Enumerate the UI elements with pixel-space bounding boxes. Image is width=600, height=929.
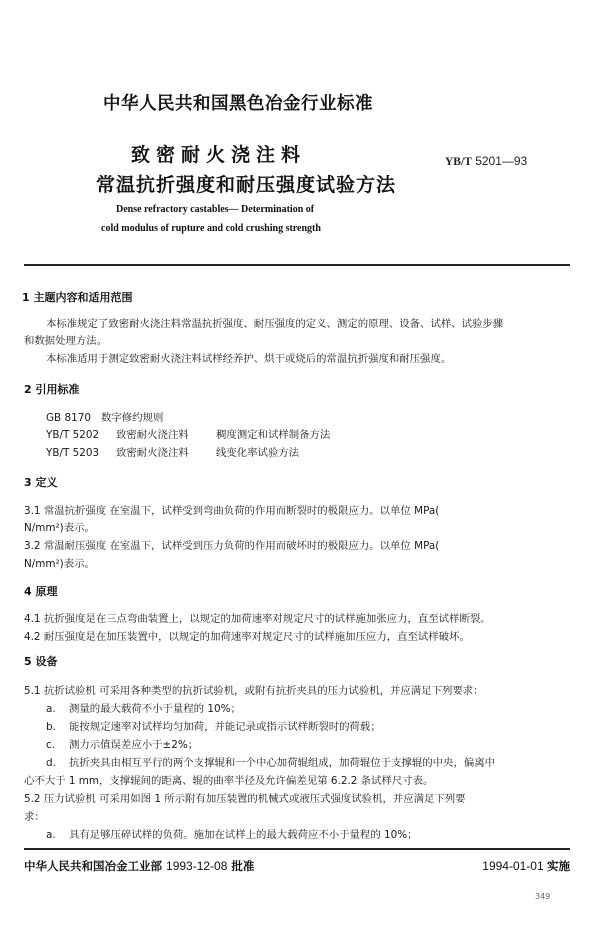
english-title-line2: cold modulus of rupture and cold crushing strength [101,223,321,234]
list-item-label: a. [46,829,56,841]
list-item-text: 测量的最大载荷不小于量程的 10%； [69,703,241,715]
reference-item [46,426,330,441]
list-item-label: d. [46,757,56,769]
list-item-text: 能按规定速率对试样均匀加荷，并能记录或指示试样断裂时的荷载； [69,721,381,733]
list-item [46,826,418,841]
list-item [46,754,495,769]
list-item [46,736,198,751]
equipment-5-1: 5.1 抗折试验机 可采用各种类型的抗折试验机，或附有抗折夹具的压力试验机，并应满足下列要求： [24,685,484,697]
header-divider [24,264,570,266]
reference-code: GB 8170 [46,412,91,424]
section-1-heading: 1 主题内容和适用范围 [22,291,133,304]
equipment-5-2-line-1: 5.2 压力试验机 可采用如图 1 所示附有加压装置的机械式或液压式强度试验机，并应满足下列要 [24,793,466,805]
document-title-line1: 致密耐火浇注料 [131,144,307,166]
page-number: 349 [535,892,551,901]
standard-code [445,154,527,168]
effective-date: 1994-01-01 [482,859,544,873]
effective-info [482,858,570,874]
reference-code: YB/T 5203 [46,447,100,459]
issuing-organization: 中华人民共和国黑色冶金行业标准 [103,94,373,114]
section-1-paragraph-2: 本标准适用于测定致密耐火浇注料试样经养护、烘干或烧后的常温抗折强度和耐压强度。 [46,353,452,365]
list-item-text: 抗折夹具由相互平行的两个支撑辊和一个中心加荷辊组成，加荷辊位于支撑辊的中央，偏离中 [69,757,496,769]
reference-title: 致密耐火浇注料 [116,429,189,441]
list-item-label: c. [46,739,56,751]
reference-title: 数字修约规则 [101,412,164,424]
section-5-heading: 5 设备 [24,655,58,668]
section-2-heading: 2 引用标准 [24,383,80,396]
effective-label: 实施 [547,859,570,873]
list-item-d-continuation: 心不大于 1 mm，支撑辊间的距离、辊的曲率半径及允许偏差见第 6.2.2 条试样尺寸表。 [24,775,434,787]
reference-item [46,409,163,424]
list-item-text: 测力示值误差应小于±2%； [69,739,199,751]
definition-3-1-line-1: 3.1 常温抗折强度 在室温下，试样受到弯曲负荷的作用而断裂时的极限应力。以单位 MPa( [24,505,440,517]
approval-info [24,858,254,874]
list-item [46,700,241,715]
list-item [46,718,381,733]
principle-4-1: 4.1 抗折强度是在三点弯曲装置上，以规定的加荷速率对规定尺寸的试样施加张应力，直至试样断裂。 [24,613,491,625]
english-title-line1: Dense refractory castables— Determination of [116,204,315,215]
section-3-heading: 3 定义 [24,476,58,489]
approval-label: 批准 [231,859,255,873]
approval-date: 1993-12-08 [166,859,228,873]
document-title-line2: 常温抗折强度和耐压强度试验方法 [96,174,397,196]
issuer: 中华人民共和国冶金工业部 [24,859,162,873]
reference-item [46,444,299,459]
equipment-5-2-line-2: 求： [24,811,45,823]
reference-code: YB/T 5202 [46,429,100,441]
footer-divider [24,848,570,850]
list-item-label: b. [46,721,56,733]
principle-4-2: 4.2 耐压强度是在加压装置中，以规定的加荷速率对规定尺寸的试样施加压应力，直至试样破坏。 [24,631,470,643]
standard-code-number: 5201—93 [475,154,528,168]
definition-3-2-line-2: N/mm²)表示。 [24,558,95,570]
definition-3-2-line-1: 3.2 常温耐压强度 在室温下，试样受到压力负荷的作用而破坏时的极限应力。以单位 MPa( [24,540,440,552]
reference-title: 致密耐火浇注料 [116,447,189,459]
section-4-heading: 4 原理 [24,585,58,598]
list-item-label: a. [46,703,56,715]
section-1-paragraph-1-line-2: 和数据处理方法。 [24,335,108,347]
section-1-paragraph-1-line-1: 本标准规定了致密耐火浇注料常温抗折强度、耐压强度的定义、测定的原理、设备、试样、试验步骤 [46,318,504,330]
definition-3-1-line-2: N/mm²)表示。 [24,522,95,534]
reference-subtitle: 线变化率试验方法 [216,447,300,459]
reference-subtitle: 稠度测定和试样制备方法 [216,429,331,441]
standard-code-prefix: YB/T [445,156,472,168]
list-item-text: 具有足够压碎试样的负荷。施加在试样上的最大载荷应不小于量程的 10%； [69,829,418,841]
